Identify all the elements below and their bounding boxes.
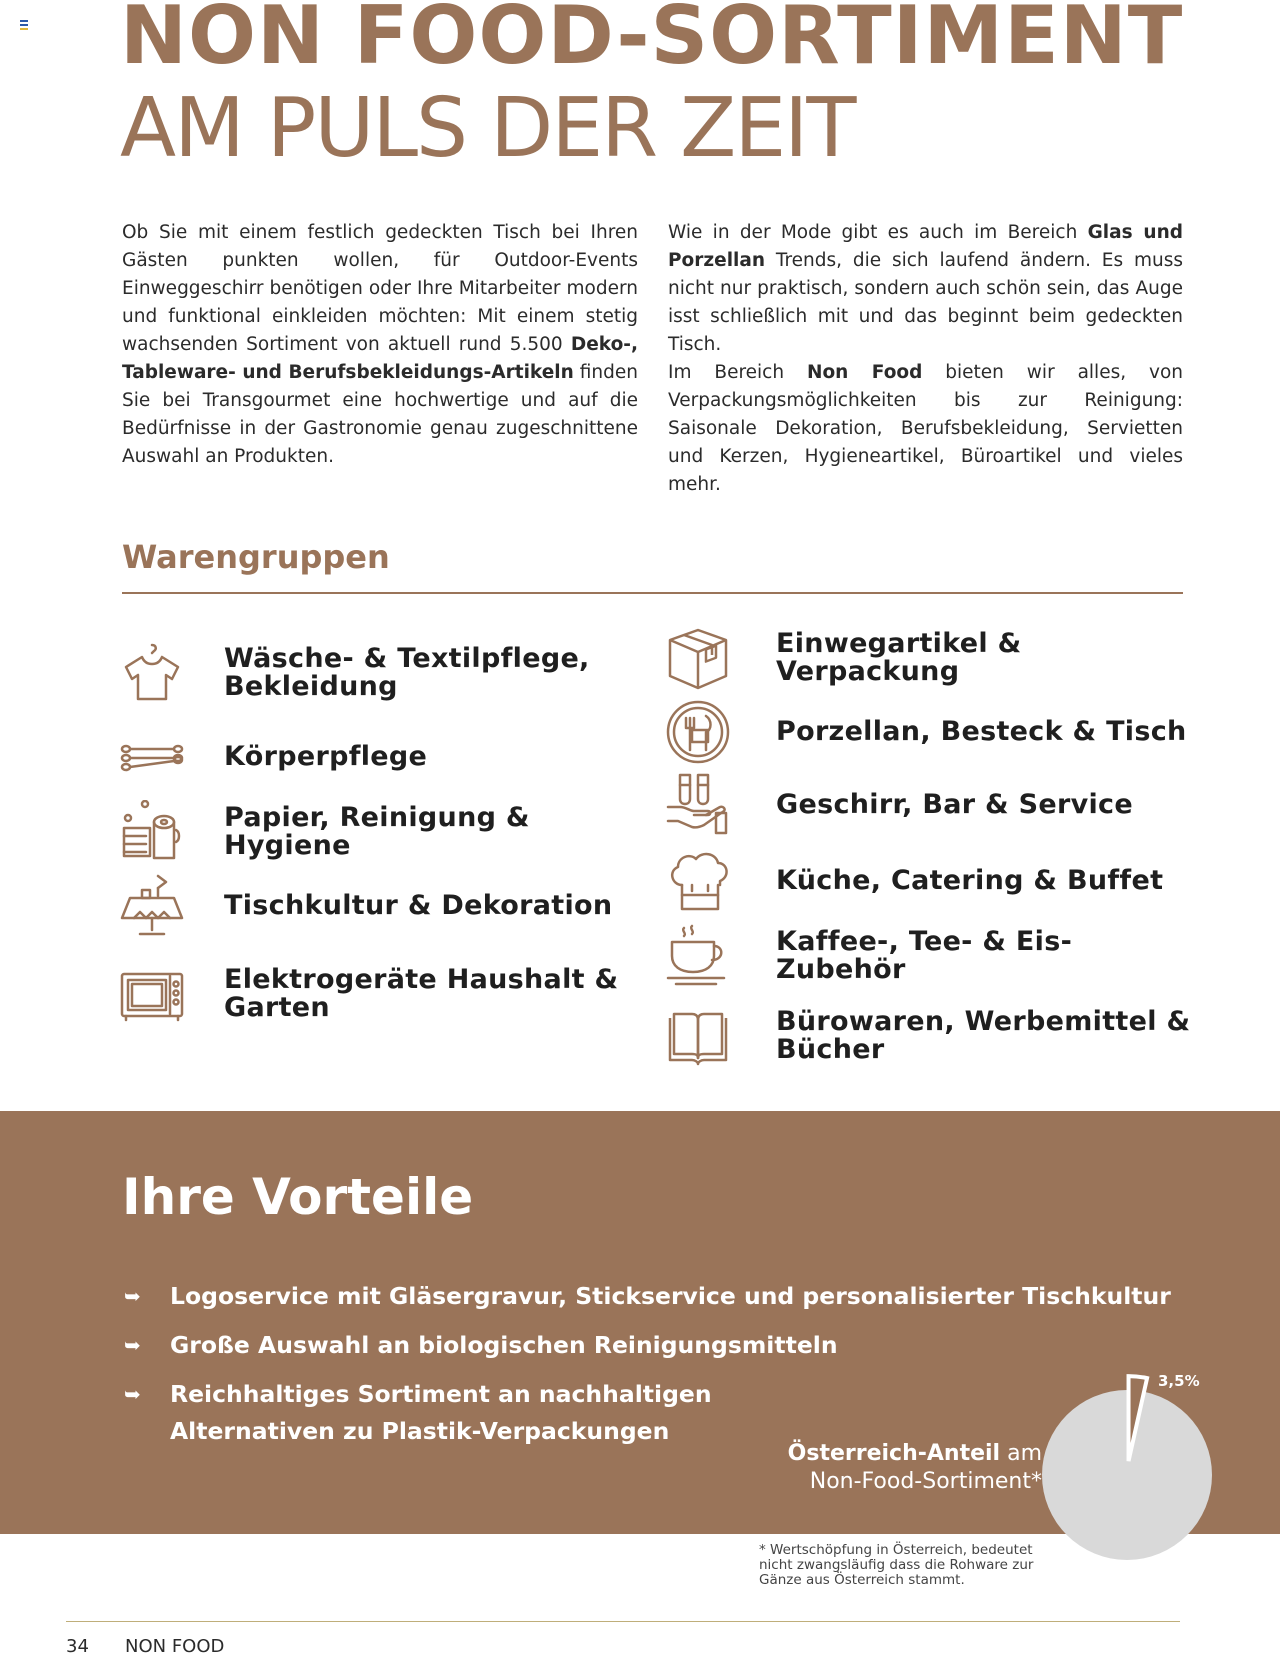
advantage-item: ➥ Logoservice mit Gläsergravur, Stickservice und personalisierter Tischkultur <box>122 1278 1171 1315</box>
category-item <box>666 1004 1196 1068</box>
pie-percent-label: 3,5% <box>1158 1372 1200 1390</box>
chef-hat-icon <box>666 849 730 913</box>
category-label: Geschirr, Bar & Service <box>776 789 1133 820</box>
microwave-icon <box>120 962 184 1026</box>
box-icon <box>666 626 730 690</box>
category-label: Porzellan, Besteck & Tisch <box>776 716 1187 747</box>
advantage-item: ➥ Große Auswahl an biologischen Reinigungsmitteln <box>122 1327 1171 1364</box>
arrow-icon: ➥ <box>124 1284 141 1308</box>
plate-cutlery-icon <box>666 700 730 764</box>
category-label: Wäsche- & Textilpflege, Bekleidung <box>224 643 590 702</box>
arrow-icon: ➥ <box>124 1333 141 1357</box>
arrow-icon: ➥ <box>124 1382 141 1406</box>
category-item <box>666 849 1196 913</box>
category-item <box>666 700 1196 764</box>
category-item <box>666 773 1196 837</box>
category-label: Papier, Reinigung & Hygiene <box>224 802 530 861</box>
warengruppen-divider <box>122 592 1183 594</box>
category-item <box>120 800 624 864</box>
category-label: Tischkultur & Dekoration <box>224 890 613 921</box>
t-shirt-hanger-icon <box>120 641 184 705</box>
intro-left-column: Ob Sie mit einem festlich gedeckten Tisch bei Ihren Gästen punkten wollen, für Outdoor-Events Einweggeschirr benötigen oder Ihre Mitarbeiter modern und funktional einkleiden möchten: Mit einem stetig wachsenden Sortiment von aktuell rund 5.500 Deko-, Tableware- und Berufsbekleidungs-Artikeln finden Sie bei Transgourmet eine hochwertige und auf die Bedürfnisse in der Gastronomie genau zugeschnittene Auswahl an Produkten. <box>122 222 638 467</box>
category-item <box>120 641 624 705</box>
category-label: Körperpflege <box>224 741 428 772</box>
intro-right-column: Wie in der Mode gibt es auch im Bereich Glas und Porzellan Trends, die sich laufend ändern. Es muss nicht nur praktisch, sondern auch schön sein, das Auge isst schließlich mit und das beginnt beim gedeckten Tisch. Im Bereich Non Food bieten wir alles, von Verpackungsmöglichkeiten bis zur Reinigung: Saisonale Dekoration, Berufsbekleidung, Servietten und Kerzen, Hygieneartikel, Büroartikel und vieles mehr. <box>668 222 1183 495</box>
category-item <box>120 725 624 789</box>
category-label: Bürowaren, Werbemittel & Bücher <box>776 1006 1191 1065</box>
category-item <box>666 924 1196 988</box>
warengruppen-heading: Warengruppen <box>122 538 390 576</box>
advantages-title: Ihre Vorteile <box>122 1168 474 1226</box>
category-label: Küche, Catering & Buffet <box>776 865 1164 896</box>
share-label: Österreich-Anteil am Non-Food-Sortiment* <box>787 1441 1042 1494</box>
advantage-item: ➥ Reichhaltiges Sortiment an nachhaltigen Alternativen zu Plastik-Verpackungen <box>122 1376 730 1450</box>
corner-mark <box>20 20 28 32</box>
category-label: Kaffee-, Tee- & Eis-Zubehör <box>776 926 1073 985</box>
page-number: 34 <box>66 1636 89 1657</box>
page-subtitle: AM PULS DER ZEIT <box>120 81 855 176</box>
table-decoration-icon <box>120 874 184 938</box>
share-pie-chart <box>1040 1370 1215 1570</box>
category-item <box>120 874 624 938</box>
category-label: Einwegartikel & Verpackung <box>776 628 1022 687</box>
page-title: NON FOOD-SORTIMENT <box>120 0 1184 82</box>
footnote: * Wertschöpfung in Österreich, bedeutet nicht zwangsläufig dass die Rohware zur Gänze aus Österreich stammt. <box>759 1542 1034 1588</box>
paper-roll-icon <box>120 800 184 864</box>
category-item <box>666 626 1196 690</box>
coffee-cup-icon <box>666 924 730 988</box>
footer-section-label: NON FOOD <box>125 1636 225 1657</box>
cotton-swabs-icon <box>120 725 184 789</box>
footer-divider <box>66 1621 1180 1622</box>
glasses-tray-icon <box>666 773 730 837</box>
book-icon <box>666 1004 730 1068</box>
category-item <box>120 962 624 1026</box>
advantages-list <box>122 1278 1171 1462</box>
category-label: Elektrogeräte Haushalt & Garten <box>224 964 619 1023</box>
